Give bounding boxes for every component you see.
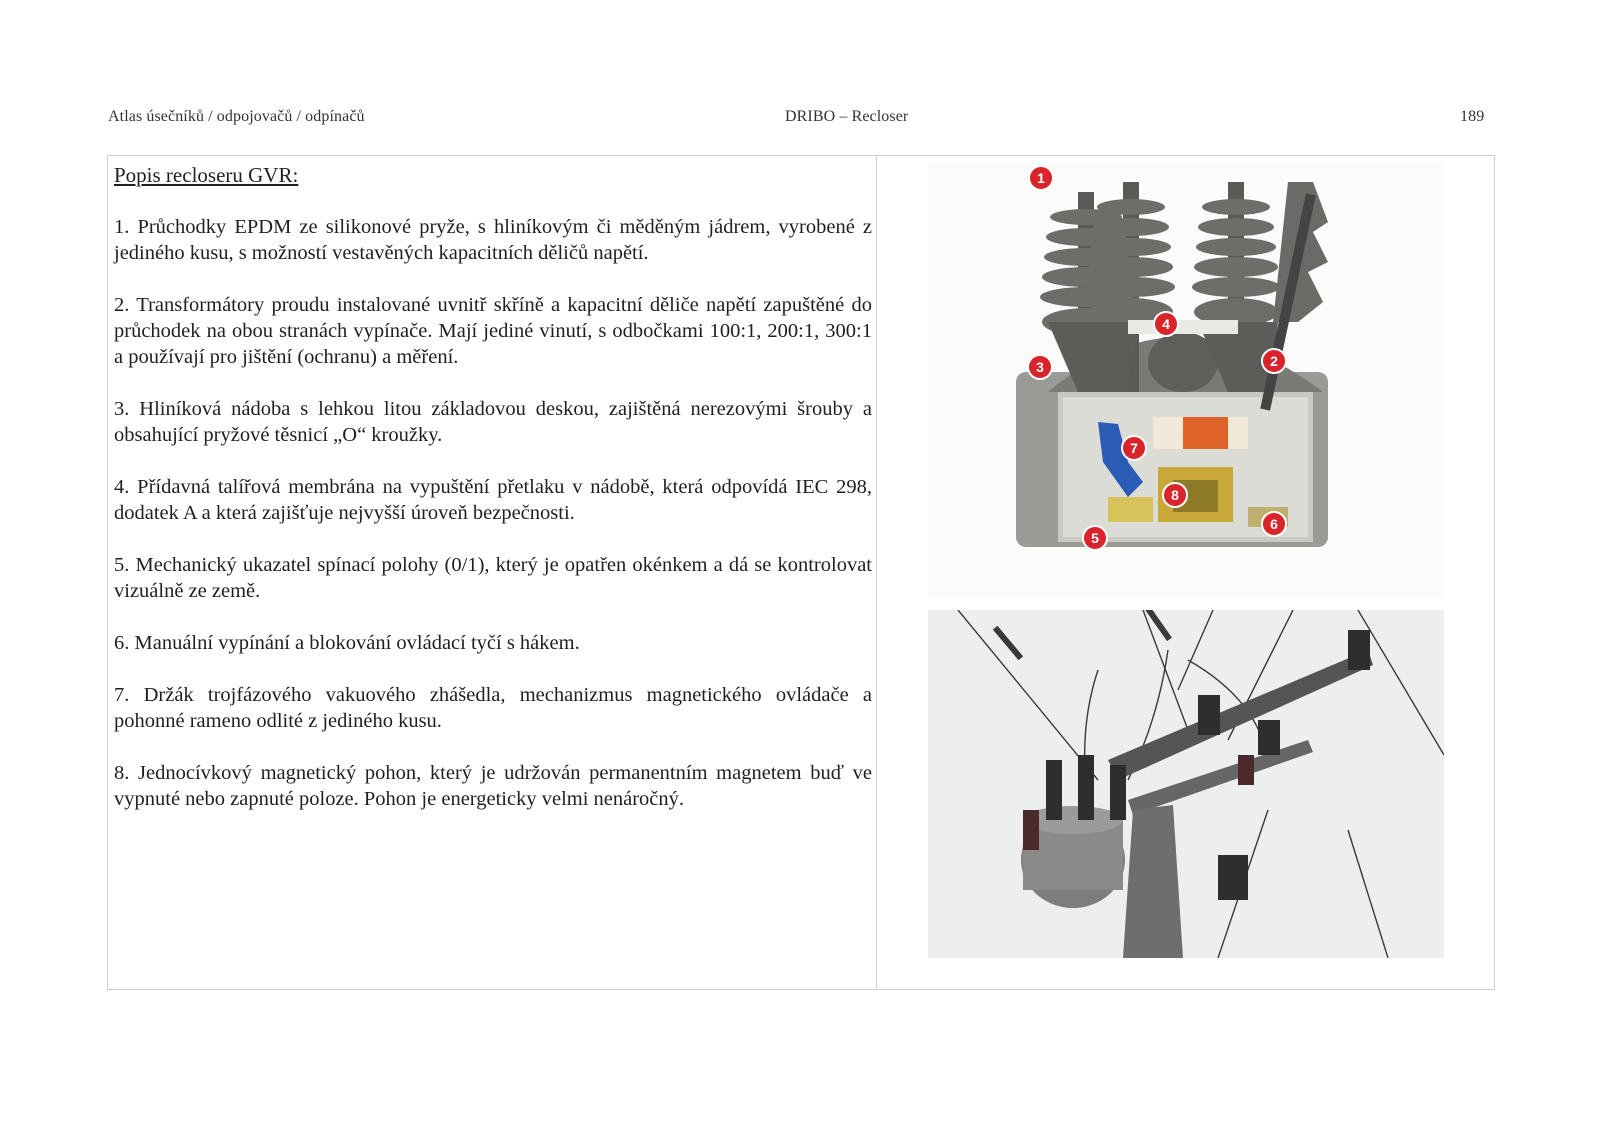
svg-text:8: 8 — [1171, 487, 1179, 503]
paragraph-8: 8. Jednocívkový magnetický pohon, který je udržován permanentním magnetem buď ve vypnuté nebo zapnuté poloze. Pohon je energeticky velmi nenáročný. — [114, 762, 872, 810]
paragraph-1: 1. Průchodky EPDM ze silikonové pryže, s hliníkovým či měděným jádrem, vyrobené z jediného kusu, s možností vestavěných kapacitních děličů napětí. — [114, 216, 872, 264]
svg-text:2: 2 — [1270, 353, 1278, 369]
callout-8-icon — [1163, 483, 1187, 507]
paragraph-6: 6. Manuální vypínání a blokování ovládací tyčí s hákem. — [114, 632, 580, 654]
recloser-cutaway-drawing — [928, 162, 1444, 598]
svg-text:5: 5 — [1091, 530, 1099, 546]
section-title: Popis recloseru GVR: — [114, 163, 299, 187]
column-divider — [876, 155, 877, 990]
svg-text:7: 7 — [1130, 440, 1138, 456]
pole-mounted-recloser-photo — [928, 610, 1444, 958]
svg-text:6: 6 — [1270, 516, 1278, 532]
callout-3-icon — [1028, 355, 1052, 379]
paragraph-4: 4. Přídavná talířová membrána na vypuštění přetlaku v nádobě, která odpovídá IEC 298, dodatek A a která zajišťuje nejvyšší úroveň bezpečnosti. — [114, 476, 872, 524]
description-column — [114, 162, 872, 838]
callout-5-icon — [1083, 526, 1107, 550]
page-number: 189 — [1460, 108, 1485, 125]
callout-6-icon — [1262, 512, 1286, 536]
callout-1-icon — [1029, 166, 1053, 190]
header-atlas-title: Atlas úsečníků / odpojovačů / odpínačů — [108, 108, 365, 125]
callout-7-icon — [1122, 436, 1146, 460]
callout-4-icon — [1154, 312, 1178, 336]
svg-text:4: 4 — [1162, 316, 1170, 332]
recloser-cutaway-image — [928, 162, 1444, 598]
paragraph-7: 7. Držák trojfázového vakuového zhášedla, mechanizmus magnetického ovládače a pohonné rameno odlité z jediného kusu. — [114, 684, 872, 732]
paragraph-5: 5. Mechanický ukazatel spínací polohy (0/1), který je opatřen okénkem a dá se kontrolovat vizuálně ze země. — [114, 554, 872, 602]
paragraph-3: 3. Hliníková nádoba s lehkou litou základovou deskou, zajištěná nerezovými šrouby a obsahující pryžové těsnicí „O“ kroužky. — [114, 398, 872, 446]
pole-photo-drawing — [928, 610, 1444, 958]
callout-2-icon — [1262, 349, 1286, 373]
svg-text:3: 3 — [1036, 359, 1044, 375]
header-section-title: DRIBO – Recloser — [785, 108, 909, 125]
svg-text:1: 1 — [1037, 170, 1045, 186]
paragraph-2: 2. Transformátory proudu instalované uvnitř skříně a kapacitní děliče napětí zapuštěné do průchodek na obou stranách vypínače. Mají jediné vinutí, s odbočkami 100:1, 200:1, 300:1 a používají pro jištění (ochranu) a měření. — [114, 294, 872, 368]
